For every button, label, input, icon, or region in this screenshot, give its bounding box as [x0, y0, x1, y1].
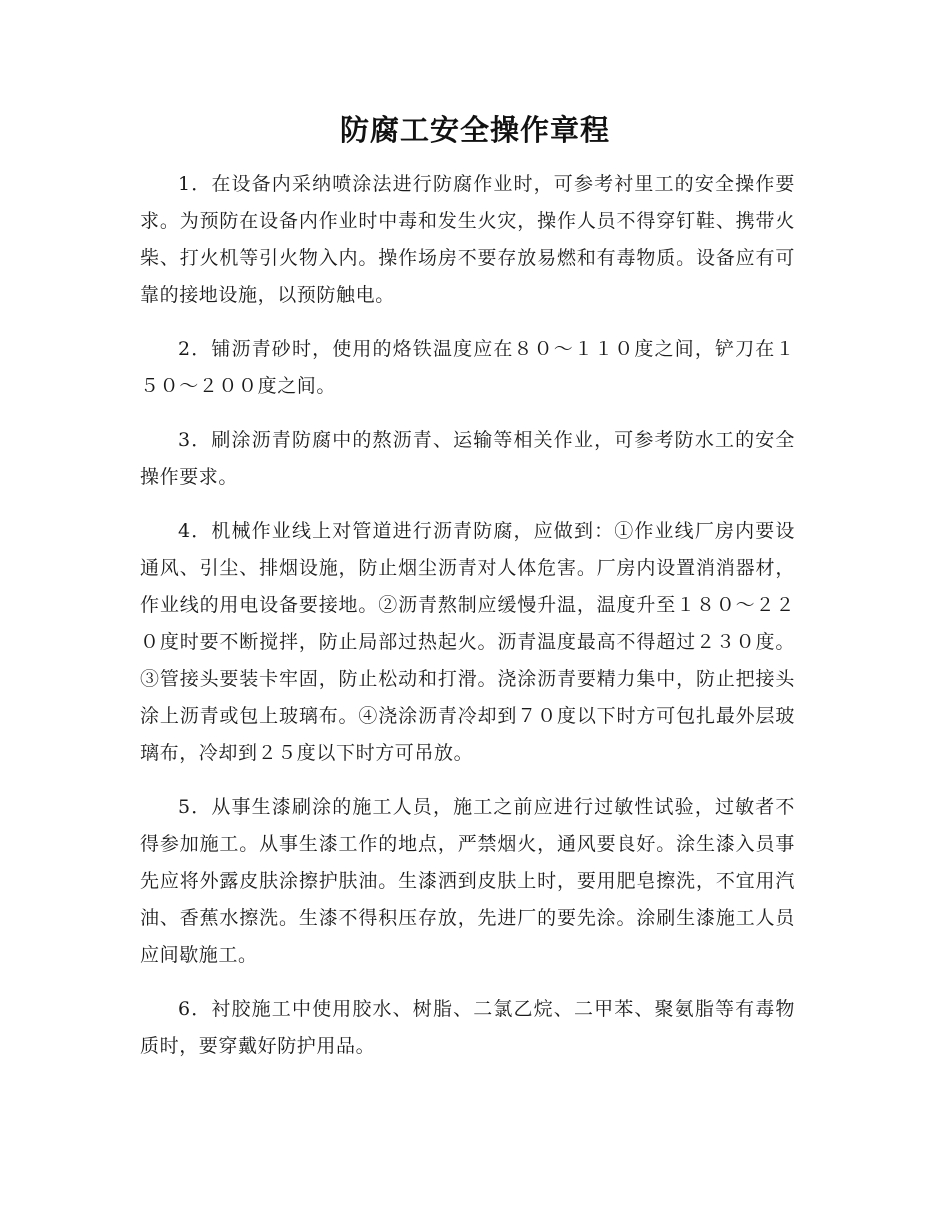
paragraph-5: 5．从事生漆刷涂的施工人员，施工之前应进行过敏性试验，过敏者不得参加施工。从事生漆工作的地点，严禁烟火，通风要良好。涂生漆入员事先应将外露皮肤涂擦护肤油。生漆洒到皮肤上时，要用肥皂擦洗，不宜用汽油、香蕉水擦洗。生漆不得积压存放，先进厂的要先涂。涂刷生漆施工人员应间歇施工。	[140, 796, 795, 966]
document-body	[140, 166, 795, 1082]
paragraph-1: 1．在设备内采纳喷涂法进行防腐作业时，可参考衬里工的安全操作要求。为预防在设备内作业时中毒和发生火灾，操作人员不得穿钉鞋、携带火柴、打火机等引火物入内。操作场房不要存放易燃和有毒物质。设备应有可靠的接地设施，以预防触电。	[140, 173, 795, 306]
paragraph-4: 4．机械作业线上对管道进行沥青防腐，应做到：①作业线厂房内要设通风、引尘、排烟设施，防止烟尘沥青对人体危害。厂房内设置消消器材，作业线的用电设备要接地。②沥青熬制应缓慢升温，温度升至１８０～２２０度时要不断搅拌，防止局部过热起火。沥青温度最高不得超过２３０度。③管接头要装卡牢固，防止松动和打滑。浇涂沥青要精力集中，防止把接头涂上沥青或包上玻璃布。④浇涂沥青冷却到７０度以下时方可包扎最外层玻璃布，冷却到２５度以下时方可吊放。	[140, 520, 795, 764]
paragraph-2: 2．铺沥青砂时，使用的烙铁温度应在８０～１１０度之间，铲刀在１５０～２００度之间。	[140, 338, 795, 397]
paragraph-3: 3．刷涂沥青防腐中的熬沥青、运输等相关作业，可参考防水工的安全操作要求。	[140, 429, 795, 488]
document-title: 防腐工安全操作章程	[339, 113, 610, 147]
paragraph-6: 6．衬胶施工中使用胶水、树脂、二氯乙烷、二甲苯、聚氨脂等有毒物质时，要穿戴好防护用品。	[140, 998, 795, 1057]
